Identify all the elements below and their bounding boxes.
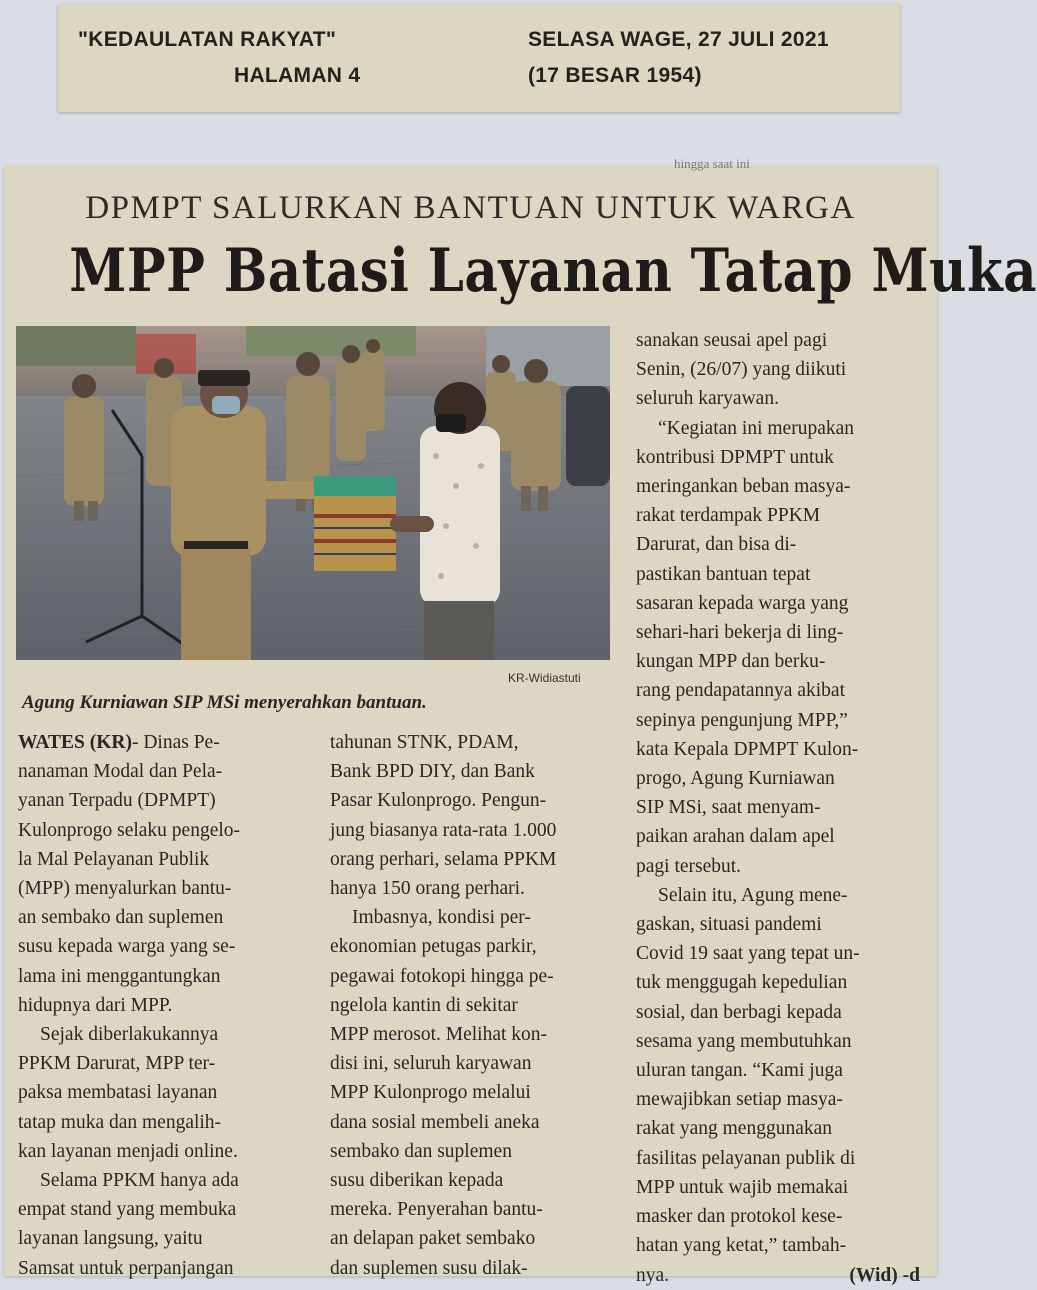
article-text-line: Selama PPKM hanya ada bbox=[40, 1170, 239, 1192]
article-text-line: sembako dan suplemen bbox=[330, 1140, 512, 1162]
article-text-line: jung biasanya rata-rata 1.000 bbox=[330, 819, 557, 841]
article-text-line: hidupnya dari MPP. bbox=[18, 994, 173, 1016]
article-text-line: sehari-hari bekerja di ling- bbox=[636, 622, 844, 644]
article-text-line: (MPP) menyalurkan bantu- bbox=[18, 878, 232, 900]
article-text-line-end: nya. bbox=[636, 1264, 670, 1286]
article-text-line: paksa membatasi layanan bbox=[18, 1082, 218, 1104]
article-text-line: fasilitas pelayanan publik di bbox=[636, 1147, 856, 1169]
article-text-line: sesama yang membutuhkan bbox=[636, 1030, 852, 1052]
photo-caption: Agung Kurniawan SIP MSi menyerahkan bantuan. bbox=[22, 692, 427, 713]
article-text-line: sepinya pengunjung MPP,” bbox=[636, 709, 848, 731]
article-text-line: kata Kepala DPMPT Kulon- bbox=[636, 738, 859, 760]
article-text-line: sasaran kepada warga yang bbox=[636, 592, 849, 614]
article-text-line: susu diberikan kepada bbox=[330, 1170, 504, 1192]
article-column-3 bbox=[636, 326, 920, 1290]
masthead-clipping bbox=[58, 4, 900, 112]
article-text-line: layanan langsung, yaitu bbox=[18, 1228, 203, 1250]
cut-off-text-fragment: hingga saat ini bbox=[674, 156, 750, 171]
author-signature: (Wid) -d bbox=[849, 1264, 920, 1286]
article-text-line: Darurat, dan bisa di- bbox=[636, 534, 797, 556]
dateline: WATES (KR) bbox=[18, 732, 132, 753]
photo-handover-scene bbox=[16, 326, 610, 660]
article-text-line: dana sosial membeli aneka bbox=[330, 1111, 540, 1133]
article-text-line: MPP merosot. Melihat kon- bbox=[330, 1024, 548, 1046]
article-text-line: pastikan bantuan tepat bbox=[636, 563, 811, 585]
article-text-line: an sembako dan suplemen bbox=[18, 907, 224, 929]
article-text-line-rest: - Dinas Pe- bbox=[131, 732, 220, 753]
article-text-line: Samsat untuk perpanjangan bbox=[18, 1257, 234, 1279]
article-text-line: empat stand yang membuka bbox=[18, 1199, 237, 1221]
article-text-line: rang pendapatannya akibat bbox=[636, 680, 845, 702]
article-text-line: “Kegiatan ini merupakan bbox=[658, 417, 854, 439]
article-text-line: an delapan paket sembako bbox=[330, 1228, 536, 1250]
javanese-date: (17 BESAR 1954) bbox=[528, 64, 702, 87]
article-text-line: uluran tangan. “Kami juga bbox=[636, 1060, 843, 1082]
article-text-line: kungan MPP dan berku- bbox=[636, 651, 826, 673]
newspaper-name: "KEDAULATAN RAKYAT" bbox=[78, 28, 337, 51]
article-text-line: orang perhari, selama PPKM bbox=[330, 848, 557, 870]
article-text-line: MPP Kulonprogo melalui bbox=[330, 1082, 531, 1104]
article-text-line: lama ini menggantungkan bbox=[18, 965, 221, 987]
article-text-line: Senin, (26/07) yang diikuti bbox=[636, 359, 847, 381]
article-text-line: meringankan beban masya- bbox=[636, 476, 851, 498]
article-text-line: Selain itu, Agung mene- bbox=[658, 884, 848, 906]
article-text-line: Imbasnya, kondisi per- bbox=[352, 907, 531, 929]
publication-date: SELASA WAGE, 27 JULI 2021 bbox=[528, 28, 829, 51]
photo-credit: KR-Widiastuti bbox=[508, 671, 581, 685]
article-text-line: SIP MSi, saat menyam- bbox=[636, 797, 821, 819]
article-text-line: progo, Agung Kurniawan bbox=[636, 768, 835, 790]
article-text-line: la Mal Pelayanan Publik bbox=[18, 848, 210, 870]
article-text-line: yanan Terpadu (DPMPT) bbox=[18, 790, 216, 812]
article-text-line: rakat terdampak PPKM bbox=[636, 505, 821, 527]
article-clipping bbox=[4, 156, 1037, 1286]
article-text-line: susu kepada warga yang se- bbox=[18, 936, 236, 958]
article-text-line: Kulonprogo selaku pengelo- bbox=[18, 819, 241, 841]
article-headline: MPP Batasi Layanan Tatap Muka bbox=[69, 236, 1037, 306]
article-text-line: pagi tersebut. bbox=[636, 855, 742, 877]
article-text-line: tahunan STNK, PDAM, bbox=[330, 732, 519, 753]
article-column-1 bbox=[18, 728, 306, 1283]
article-text-line: hatan yang ketat,” tambah- bbox=[636, 1235, 847, 1257]
article-text-line: pegawai fotokopi hingga pe- bbox=[330, 965, 554, 987]
article-text-line: sanakan seusai apel pagi bbox=[636, 330, 828, 351]
article-text-line: Bank BPD DIY, dan Bank bbox=[330, 761, 535, 783]
article-text-line: kontribusi DPMPT untuk bbox=[636, 446, 834, 468]
article-text-line: dan suplemen susu dilak- bbox=[330, 1257, 528, 1279]
article-text-line: paikan arahan dalam apel bbox=[636, 826, 835, 848]
article-text-line: MPP untuk wajib memakai bbox=[636, 1176, 849, 1198]
article-column-2 bbox=[330, 728, 610, 1283]
page-number: HALAMAN 4 bbox=[234, 64, 361, 87]
article-text-line: mereka. Penyerahan bantu- bbox=[330, 1199, 543, 1221]
article-text-line: rakat yang menggunakan bbox=[636, 1118, 833, 1140]
article-text-line: ngelola kantin di sekitar bbox=[330, 994, 518, 1016]
article-text-line: Sejak diberlakukannya bbox=[40, 1024, 219, 1046]
article-text-line: disi ini, seluruh karyawan bbox=[330, 1053, 532, 1075]
article-kicker: DPMPT SALURKAN BANTUAN UNTUK WARGA bbox=[85, 190, 856, 226]
article-text-line: Pasar Kulonprogo. Pengun- bbox=[330, 790, 547, 812]
article-text-line: masker dan protokol kese- bbox=[636, 1206, 843, 1228]
article-text-line: sosial, dan berbagi kepada bbox=[636, 1001, 842, 1023]
article-text-line: seluruh karyawan. bbox=[636, 388, 779, 410]
article-text-line: ekonomian petugas parkir, bbox=[330, 936, 537, 958]
article-text-line: tuk menggugah kepedulian bbox=[636, 972, 848, 994]
article-text-line bbox=[636, 1261, 920, 1290]
article-text-line: Covid 19 saat yang tepat un- bbox=[636, 943, 860, 965]
article-text-line: PPKM Darurat, MPP ter- bbox=[18, 1053, 216, 1075]
article-text-line: nanaman Modal dan Pela- bbox=[18, 761, 223, 783]
article-text-line: tatap muka dan mengalih- bbox=[18, 1111, 222, 1133]
article-photo bbox=[16, 326, 610, 660]
article-text-line bbox=[18, 728, 306, 757]
article-text-line: gaskan, situasi pandemi bbox=[636, 914, 822, 936]
article-text-line: hanya 150 orang perhari. bbox=[330, 878, 525, 900]
article-text-line: mewajibkan setiap masya- bbox=[636, 1089, 843, 1111]
article-text-line: kan layanan menjadi online. bbox=[18, 1140, 238, 1162]
